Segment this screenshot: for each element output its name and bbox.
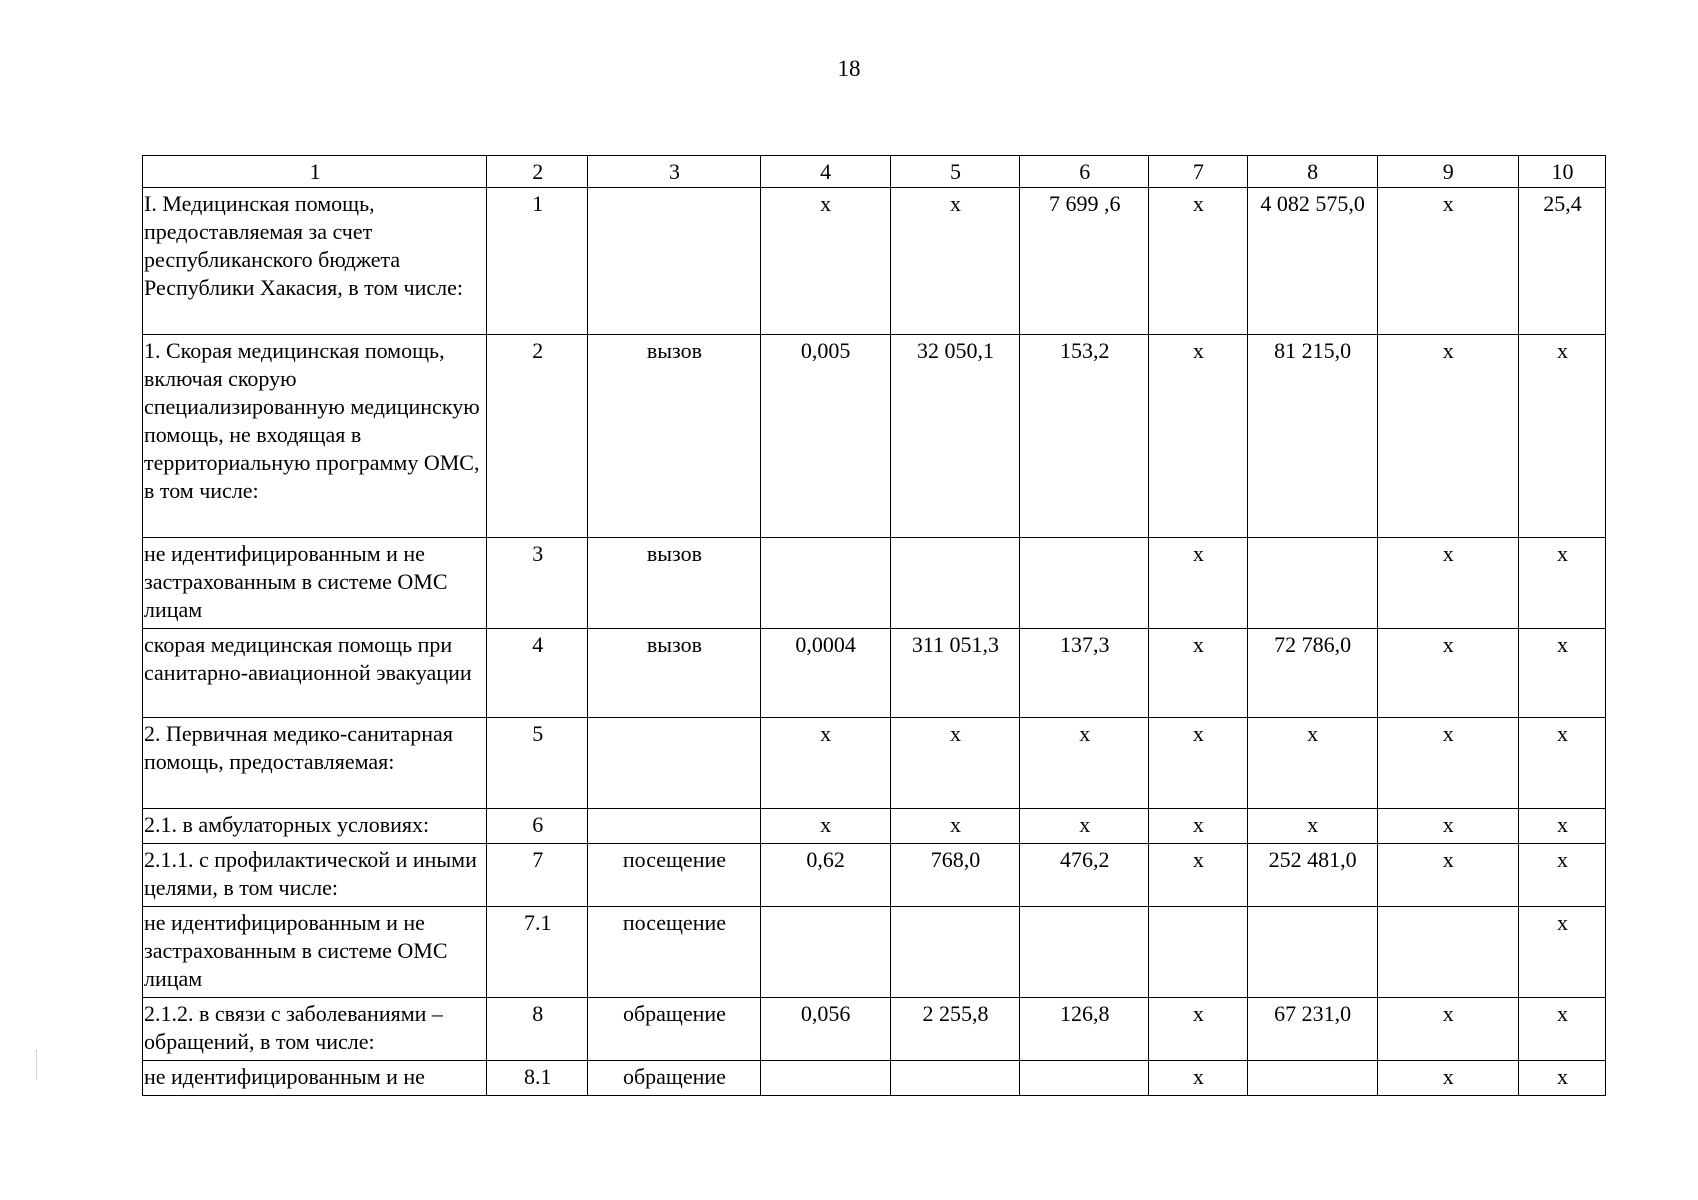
row-name-cell: 2. Первичная медико-санитарная помощь, предоставляемая: — [143, 718, 487, 809]
table-cell: x — [1377, 335, 1519, 538]
table-cell: x — [1519, 809, 1606, 844]
table-row — [143, 718, 1606, 809]
table-cell: x — [1519, 538, 1606, 629]
table-cell — [1020, 907, 1149, 998]
table-cell — [588, 188, 761, 335]
column-header: 1 — [143, 156, 487, 188]
table-cell: 2 — [487, 335, 588, 538]
table-cell: 7.1 — [487, 907, 588, 998]
column-header: 8 — [1247, 156, 1377, 188]
table-cell: 5 — [487, 718, 588, 809]
table-cell — [760, 907, 890, 998]
table-cell: вызов — [588, 538, 761, 629]
row-name-cell: 2.1. в амбулаторных условиях: — [143, 809, 487, 844]
table-cell: 4 082 575,0 — [1247, 188, 1377, 335]
column-header: 4 — [760, 156, 890, 188]
table-cell: x — [1149, 998, 1248, 1061]
table-cell: 32 050,1 — [890, 335, 1020, 538]
table-cell: x — [1377, 809, 1519, 844]
table-cell: x — [1519, 718, 1606, 809]
table-cell: 768,0 — [890, 844, 1020, 907]
scan-margin-mark — [36, 1050, 39, 1080]
table-cell: 7 — [487, 844, 588, 907]
table-cell — [890, 1061, 1020, 1096]
table-cell: x — [1020, 809, 1149, 844]
table-cell — [1020, 538, 1149, 629]
table-cell: x — [1247, 809, 1377, 844]
table-cell: 0,005 — [760, 335, 890, 538]
table-cell: 25,4 — [1519, 188, 1606, 335]
header-row — [143, 156, 1606, 188]
table-cell — [890, 538, 1020, 629]
table-cell — [760, 538, 890, 629]
table-cell — [1149, 907, 1248, 998]
table-row — [143, 335, 1606, 538]
table-row — [143, 1061, 1606, 1096]
table-cell: 72 786,0 — [1247, 629, 1377, 718]
row-name-cell: не идентифицированным и не застрахованным в системе ОМС лицам — [143, 907, 487, 998]
table-cell: x — [1377, 844, 1519, 907]
table-cell: x — [1519, 1061, 1606, 1096]
table-cell: 8.1 — [487, 1061, 588, 1096]
table-cell — [1247, 907, 1377, 998]
data-table — [142, 155, 1606, 1096]
table-cell: x — [1149, 335, 1248, 538]
table-cell: x — [1519, 335, 1606, 538]
table-cell: x — [1149, 718, 1248, 809]
table-row — [143, 907, 1606, 998]
table-cell: вызов — [588, 335, 761, 538]
table-cell: 7 699 ,6 — [1020, 188, 1149, 335]
table-cell: 8 — [487, 998, 588, 1061]
table-cell: посещение — [588, 844, 761, 907]
row-name-cell: не идентифицированным и не застрахованным в системе ОМС лицам — [143, 538, 487, 629]
table-cell: x — [760, 718, 890, 809]
table-cell: 4 — [487, 629, 588, 718]
row-name-cell: скорая медицинская помощь при санитарно-авиационной эвакуации — [143, 629, 487, 718]
table-cell — [588, 718, 761, 809]
table-cell: 3 — [487, 538, 588, 629]
column-header: 2 — [487, 156, 588, 188]
table-cell: x — [1149, 629, 1248, 718]
table-cell: x — [1519, 844, 1606, 907]
table-cell: 153,2 — [1020, 335, 1149, 538]
table-cell: обращение — [588, 998, 761, 1061]
table-cell: x — [1247, 718, 1377, 809]
column-header: 10 — [1519, 156, 1606, 188]
table-cell: 137,3 — [1020, 629, 1149, 718]
table-cell: 476,2 — [1020, 844, 1149, 907]
table-cell — [890, 907, 1020, 998]
row-name-cell: 1. Скорая медицинская помощь, включая скорую специализированную медицинскую помощь, не входящая в территориальную программу ОМС, в том числе: — [143, 335, 487, 538]
row-name-cell: не идентифицированным и не — [143, 1061, 487, 1096]
table-cell: 2 255,8 — [890, 998, 1020, 1061]
table-cell: x — [1377, 998, 1519, 1061]
column-header: 9 — [1377, 156, 1519, 188]
table-cell: вызов — [588, 629, 761, 718]
table-cell: x — [1377, 718, 1519, 809]
table-cell: x — [1149, 188, 1248, 335]
table-cell: 1 — [487, 188, 588, 335]
table-cell: 0,056 — [760, 998, 890, 1061]
table-cell: x — [1377, 538, 1519, 629]
table-cell — [1377, 907, 1519, 998]
table-cell: 311 051,3 — [890, 629, 1020, 718]
table-cell: x — [1020, 718, 1149, 809]
table-cell: 0,0004 — [760, 629, 890, 718]
table-cell: 67 231,0 — [1247, 998, 1377, 1061]
table-cell: посещение — [588, 907, 761, 998]
column-header: 6 — [1020, 156, 1149, 188]
table-cell: 0,62 — [760, 844, 890, 907]
table-row — [143, 844, 1606, 907]
row-name-cell: 2.1.1. с профилактической и иными целями, в том числе: — [143, 844, 487, 907]
table-cell: 81 215,0 — [1247, 335, 1377, 538]
column-header: 3 — [588, 156, 761, 188]
table-cell: 126,8 — [1020, 998, 1149, 1061]
table-cell: x — [1377, 629, 1519, 718]
table-cell: x — [1149, 844, 1248, 907]
column-header: 7 — [1149, 156, 1248, 188]
row-name-cell: I. Медицинская помощь, предоставляемая за счет республиканского бюджета Республики Хакасия, в том числе: — [143, 188, 487, 335]
table-cell: обращение — [588, 1061, 761, 1096]
table-cell — [1247, 538, 1377, 629]
table-cell: x — [890, 809, 1020, 844]
table-cell: x — [1149, 809, 1248, 844]
table-row — [143, 998, 1606, 1061]
table-row — [143, 538, 1606, 629]
table-cell: 6 — [487, 809, 588, 844]
table-cell — [1247, 1061, 1377, 1096]
table-cell: x — [1377, 1061, 1519, 1096]
table-cell: x — [1149, 538, 1248, 629]
table-cell: x — [890, 718, 1020, 809]
table-row — [143, 188, 1606, 335]
table-cell: 252 481,0 — [1247, 844, 1377, 907]
table-cell: x — [1377, 188, 1519, 335]
table-row — [143, 629, 1606, 718]
table-cell: x — [760, 809, 890, 844]
table-cell: x — [1149, 1061, 1248, 1096]
table-cell — [1020, 1061, 1149, 1096]
table-cell: x — [890, 188, 1020, 335]
table-cell — [760, 1061, 890, 1096]
page-number: 18 — [837, 56, 861, 81]
table-row — [143, 809, 1606, 844]
table-cell: x — [1519, 629, 1606, 718]
row-name-cell: 2.1.2. в связи с заболеваниями – обращений, в том числе: — [143, 998, 487, 1061]
table-cell — [588, 809, 761, 844]
table-cell: x — [1519, 907, 1606, 998]
table-cell: x — [1519, 998, 1606, 1061]
column-header: 5 — [890, 156, 1020, 188]
table-cell: x — [760, 188, 890, 335]
